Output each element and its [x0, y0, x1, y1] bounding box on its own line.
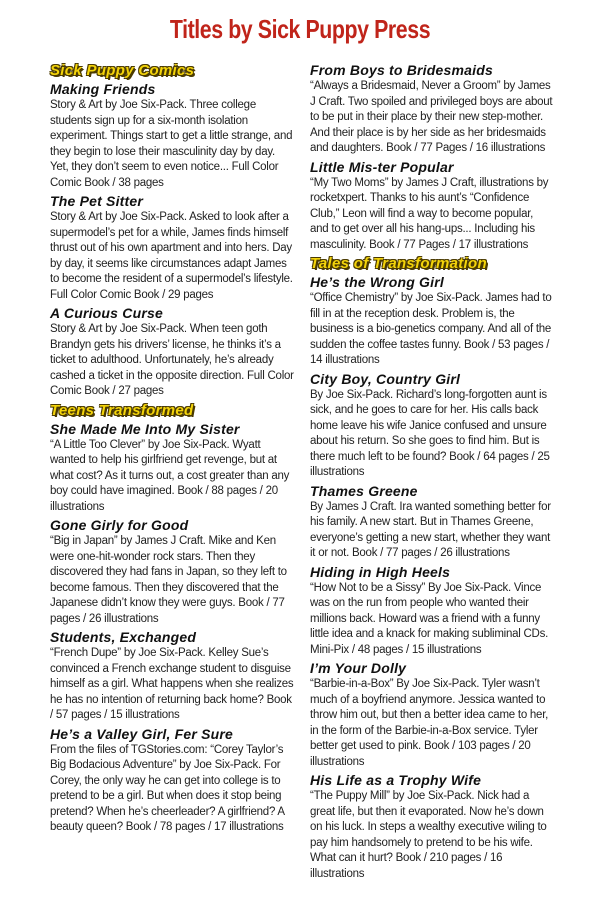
page-title: Titles by Sick Puppy Press: [169, 14, 431, 44]
book-description: “A Little Too Clever” by Joe Six-Pack. Wyatt wanted to help his girlfriend get revenge, but at what cost? As it turns out, a cost greater than any boy could have imagined. Book / 88 pages / 20 illustrations: [50, 438, 290, 513]
book-entry: [50, 629, 296, 724]
book-entry: [310, 483, 554, 562]
book-title: City Boy, Country Girl: [310, 370, 461, 387]
book-description: “Barbie-in-a-Box” By Joe Six-Pack. Tyler wasn’t much of a boyfriend anymore. Jessica wanted to throw him out, but then a better idea came to her, in the form of the Barbie-in-a-Box service. Tyler better get used to pink. Book / 103 pages / 20 illustrations: [310, 678, 549, 768]
book-description: “The Puppy Mill” by Joe Six-Pack. Nick had a great life, but then it evaporated. Now he’s down on his luck. In steps a wealthy executive wiling to pay him handsomely to pretend to be his wife. What can it hurt? Book / 210 pages / 16 illustrations: [310, 790, 547, 880]
section-header: Teens Transformed: [50, 401, 194, 419]
book-title: I’m Your Dolly: [310, 660, 407, 676]
section-header: Sick Puppy Comics: [50, 62, 195, 79]
book-title: She Made Me Into My Sister: [50, 420, 240, 437]
section-header: Tales of Transformation: [310, 255, 487, 272]
book-description: From the files of TGStories.com: “Corey Taylor’s Big Bodacious Adventure” by Joe Six-Pack. For Corey, the only way he can get into college is to pretend to be a girl. But when does it stop being pretend? When he’s cheerleader? A girlfriend? A beauty queen? Book / 78 pages / 17 illustrations: [50, 743, 285, 833]
catalog-section: [50, 62, 296, 400]
book-description: “Office Chemistry” by Joe Six-Pack. James had to fill in at the reception desk. Problem is, the business is a bio-genetics company. And all of the sudden the coffee tastes funny. Book / 53 pages / 14 illustrations: [310, 292, 552, 366]
book-title: Thames Greene: [310, 482, 418, 499]
book-entry: [50, 517, 296, 627]
book-entry: [310, 564, 554, 659]
book-title: The Pet Sitter: [50, 193, 144, 209]
book-entry: [310, 274, 554, 369]
book-entry: [50, 81, 296, 191]
catalog-section: [50, 402, 296, 836]
book-title: He’s the Wrong Girl: [310, 274, 444, 290]
book-entry: [50, 193, 296, 303]
book-entry: [50, 726, 296, 836]
book-title: Making Friends: [50, 81, 156, 97]
catalog-section: [310, 62, 554, 253]
book-entry: [50, 421, 296, 516]
book-description: “Always a Bridesmaid, Never a Groom” by James J Craft. Two spoiled and privileged boys are about to be put in their place by their new step-mother. And their place is by her side as her bridesmaids and daughters. Book / 77 Pages / 16 illustrations: [310, 80, 553, 154]
left-column: [50, 62, 296, 838]
book-description: By James J Craft. Ira wanted something better for his family. A new start. But in Thames Greene, everyone’s getting a new start, whether they want it or not. Book / 77 pages / 26 illustrations: [310, 500, 551, 559]
book-title: His Life as a Trophy Wife: [310, 772, 482, 788]
book-entry: [50, 305, 296, 400]
book-entry: [310, 660, 554, 770]
book-description: Story & Art by Joe Six-Pack. When teen goth Brandyn gets his drivers’ license, he thinks it’s a ticket to adulthood. Unfortunately, he’s already cashed a ticket in the opposite direction. Full Color Comic Book / 27 pages: [50, 323, 294, 397]
book-title: Gone Girly for Good: [50, 517, 189, 533]
book-entry: [310, 772, 554, 882]
book-description: “French Dupe” by Joe Six-Pack. Kelley Sue’s convinced a French exchange student to disguise himself as a girl. What happens when she realizes he has no intention of returning back home? Book / 57 pages / 15 illustrations: [50, 647, 294, 721]
book-description: By Joe Six-Pack. Richard’s long-forgotten aunt is sick, and he goes to care for her. His calls back home leave his wife Janice confused and unsure about his return. So she goes to find him. But is there much left to be found? Book / 64 pages / 25 illustrations: [310, 388, 550, 478]
book-description: “How Not to be a Sissy” By Joe Six-Pack. Vince was on the run from people who wanted their millions back. Howard was a friend with a funny little idea and a knack for making subliminal CDs. Mini-Pix / 48 pages / 15 illustrations: [310, 581, 549, 656]
right-column: [310, 62, 554, 884]
book-title: A Curious Curse: [50, 305, 163, 321]
book-title: He’s a Valley Girl, Fer Sure: [50, 725, 234, 742]
book-description: Story & Art by Joe Six-Pack. Asked to look after a supermodel’s pet for a while, James finds himself thrust out of his own apartment and into hers. Day by day, it seems like circumstances adapt James to become the resident of a supermodel’s lifestyle. Full Color Comic Book / 29 pages: [50, 211, 293, 301]
book-description: “Big in Japan” by James J Craft. Mike and Ken were one-hit-wonder rock stars. Then they discovered they had fans in Japan, so they left to become famous. Then they discovered that the Japanese didn’t know they were guys. Book / 77 pages / 26 illustrations: [50, 535, 287, 625]
book-entry: [310, 371, 554, 481]
book-description: “My Two Moms” by James J Craft, illustrations by rocketxpert. Thanks to his aunt’s “Confidence Club,” Leon will find a way to become popular, and to get over all his hang-ups... Including his masculinity. Book / 77 Pages / 17 illustrations: [310, 176, 549, 251]
book-title: Hiding in High Heels: [310, 563, 451, 580]
book-title: Little Mis-ter Popular: [310, 158, 454, 175]
book-description: Story & Art by Joe Six-Pack. Three college students sign up for a six-month isolation experiment. Things start to get a little strange, and they begin to lose their masculinity day by day. Yet, they don’t seem to even notice... Full Color Comic Book / 38 pages: [50, 99, 293, 189]
book-title: From Boys to Bridesmaids: [310, 62, 493, 78]
catalog-section: [310, 255, 554, 882]
book-title: Students, Exchanged: [50, 629, 197, 645]
book-entry: [310, 159, 554, 254]
book-entry: [310, 62, 554, 157]
